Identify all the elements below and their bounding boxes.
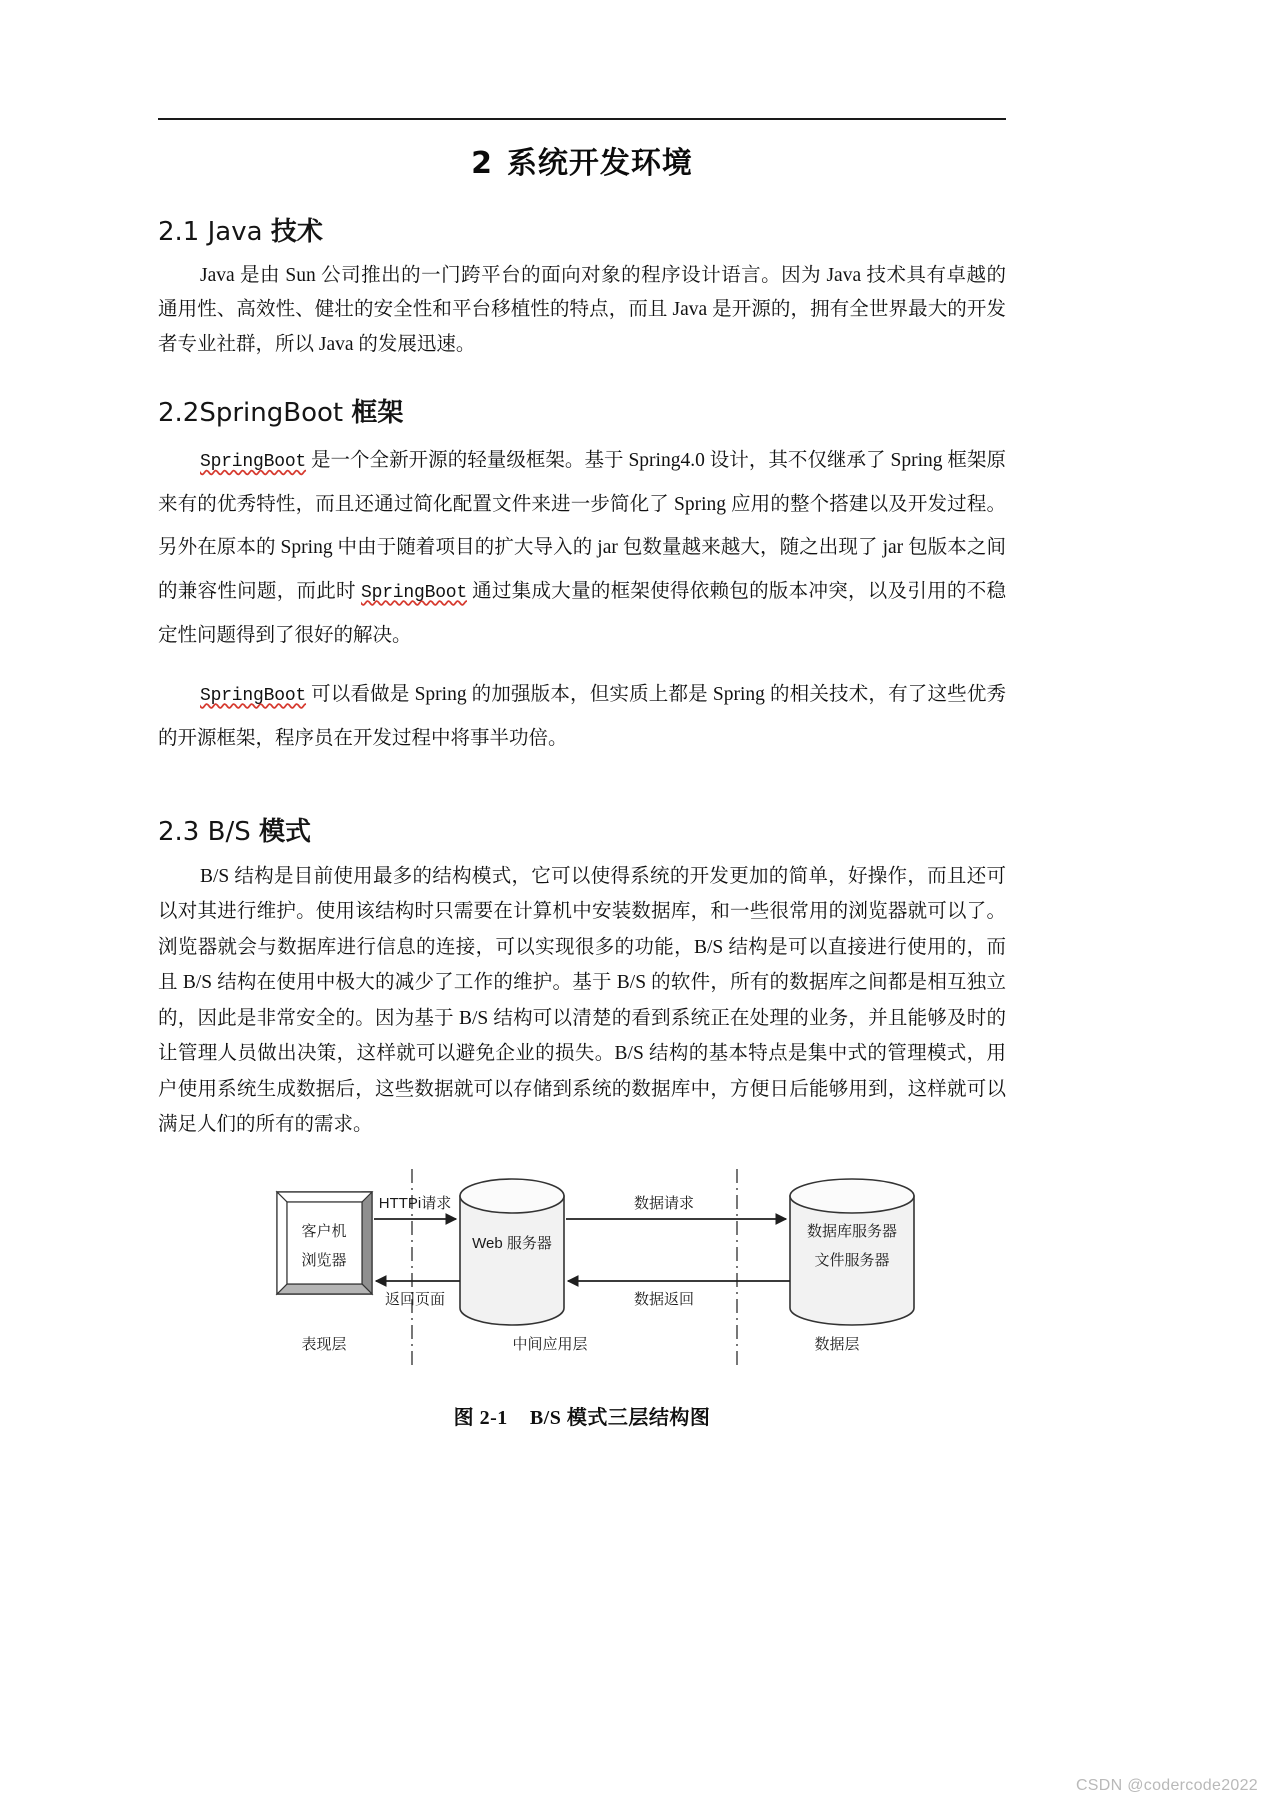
layer-label-middle: 中间应用层 <box>512 1337 588 1354</box>
section-heading-java <box>158 216 1006 249</box>
arrow-label-http-request: HTTPi请求 <box>378 1195 452 1213</box>
paragraph-bs-mode-text: B/S 结构是目前使用最多的结构模式，它可以使得系统的开发更加的简单，好操作，而且还可以对其进行维护。使用该结构时只需要在计算机中安装数据库，和一些很常用的浏览器就可以了。浏览器就会与数据库进行信息的连接，可以实现很多的功能，B/S 结构是可以直接进行使用的，而且 B/S 结构在使用中极大的减少了工作的维护。基于 B/S 的软件，所有的数据库之间都是相互独立的，因此是非常安全的。因为基于 B/S 结构可以清楚的看到系统正在处理的业务，并且能够及时的让管理人员做出决策，这样就可以避免企业的损失。B/S 结构的基本特点是集中式的管理模式，用户使用系统生成数据后，这些数据就可以存储到系统的数据库中，方便日后能够用到，这样就可以满足人们的所有的需求。 <box>158 865 1006 1135</box>
paragraph-springboot-1 <box>158 439 1006 657</box>
spacer <box>158 760 1006 816</box>
section-heading-springboot <box>158 397 1006 430</box>
web-server-cylinder-shape <box>460 1179 564 1325</box>
figure-caption-label: 图 2-1 <box>453 1407 508 1430</box>
spacer <box>158 363 1006 397</box>
paragraph-springboot-2-text: SpringBoot 可以看做是 Spring 的加强版本，但实质上都是 Spring 的相关技术，有了这些优秀的开源框架，程序员在开发过程中将事半功倍。 <box>158 683 1006 749</box>
misspelled-word-springboot: SpringBoot <box>200 452 307 473</box>
bs-architecture-diagram <box>232 1164 932 1379</box>
section-cjk-bs-mode: 模式 <box>259 817 312 848</box>
client-monitor-shape <box>277 1192 372 1294</box>
paragraph-bs-mode <box>158 859 1006 1143</box>
arrow-label-data-return: 数据返回 <box>633 1292 695 1309</box>
figure-caption-text: B/S 模式三层结构图 <box>529 1407 711 1430</box>
db-server-label-line1: 数据库服务器 <box>806 1224 898 1241</box>
paragraph-java <box>158 259 1006 363</box>
misspelled-word-springboot: SpringBoot <box>360 582 468 603</box>
section-heading-bs-mode <box>158 816 1006 849</box>
layer-label-data: 数据层 <box>814 1337 860 1354</box>
chapter-title-text: 系统开发环境 <box>506 146 693 181</box>
misspelled-word-springboot: SpringBoot <box>200 685 307 706</box>
header-divider-rule <box>158 118 1006 120</box>
section-number-bs-mode: 2.3 <box>158 817 208 848</box>
section-latin-bs-mode: B/S <box>207 817 259 848</box>
paragraph-springboot-2 <box>158 673 1006 760</box>
client-label-line2: 浏览器 <box>301 1253 347 1270</box>
figure-bs-three-tier <box>158 1164 1006 1430</box>
figure-caption <box>158 1401 1006 1430</box>
arrow-label-data-request: 数据请求 <box>633 1196 695 1213</box>
page-content <box>158 118 1006 1430</box>
paragraph-java-text: Java 是由 Sun 公司推出的一门跨平台的面向对象的程序设计语言。因为 Java 技术具有卓越的通用性、高效性、健壮的安全性和平台移植性的特点，而且 Java 是开源的，拥有全世界最大的开发者专业社群，所以 Java 的发展迅速。 <box>158 264 1006 355</box>
layer-label-presentation: 表现层 <box>301 1337 347 1354</box>
section-latin-springboot: SpringBoot <box>199 397 352 428</box>
arrow-label-return-page: 返回页面 <box>384 1292 446 1309</box>
client-label-line1: 客户机 <box>301 1224 347 1241</box>
csdn-watermark: CSDN @codercode2022 <box>1075 1777 1258 1794</box>
chapter-number: 2 <box>471 146 493 181</box>
paragraph-springboot-1-text: SpringBoot 是一个全新开源的轻量级框架。基于 Spring4.0 设计，其不仅继承了 Spring 框架原来有的优秀特性，而且还通过简化配置文件来进一步简化了 Spring 应用的整个搭建以及开发过程。另外在原本的 Spring 中由于随着项目的扩大导入的 jar 包数量越来越大，随之出现了 jar 包版本之间的兼容性问题，而此时 SpringBoot 通过集成大量的框架使得依赖包的版本冲突，以及引用的不稳定性问题得到了很好的解决。 <box>158 450 1006 646</box>
web-server-label: Web 服务器 <box>472 1235 552 1253</box>
section-number-java: 2.1 <box>158 217 208 247</box>
spacer <box>158 657 1006 673</box>
db-server-label-line2: 文件服务器 <box>814 1253 890 1270</box>
page-title <box>158 146 1006 182</box>
section-number-springboot: 2.2 <box>158 397 200 428</box>
section-cjk-springboot: 框架 <box>351 397 404 428</box>
db-server-cylinder-shape <box>790 1179 914 1325</box>
section-latin-java: Java <box>207 217 271 247</box>
section-cjk-java: 技术 <box>270 217 323 247</box>
